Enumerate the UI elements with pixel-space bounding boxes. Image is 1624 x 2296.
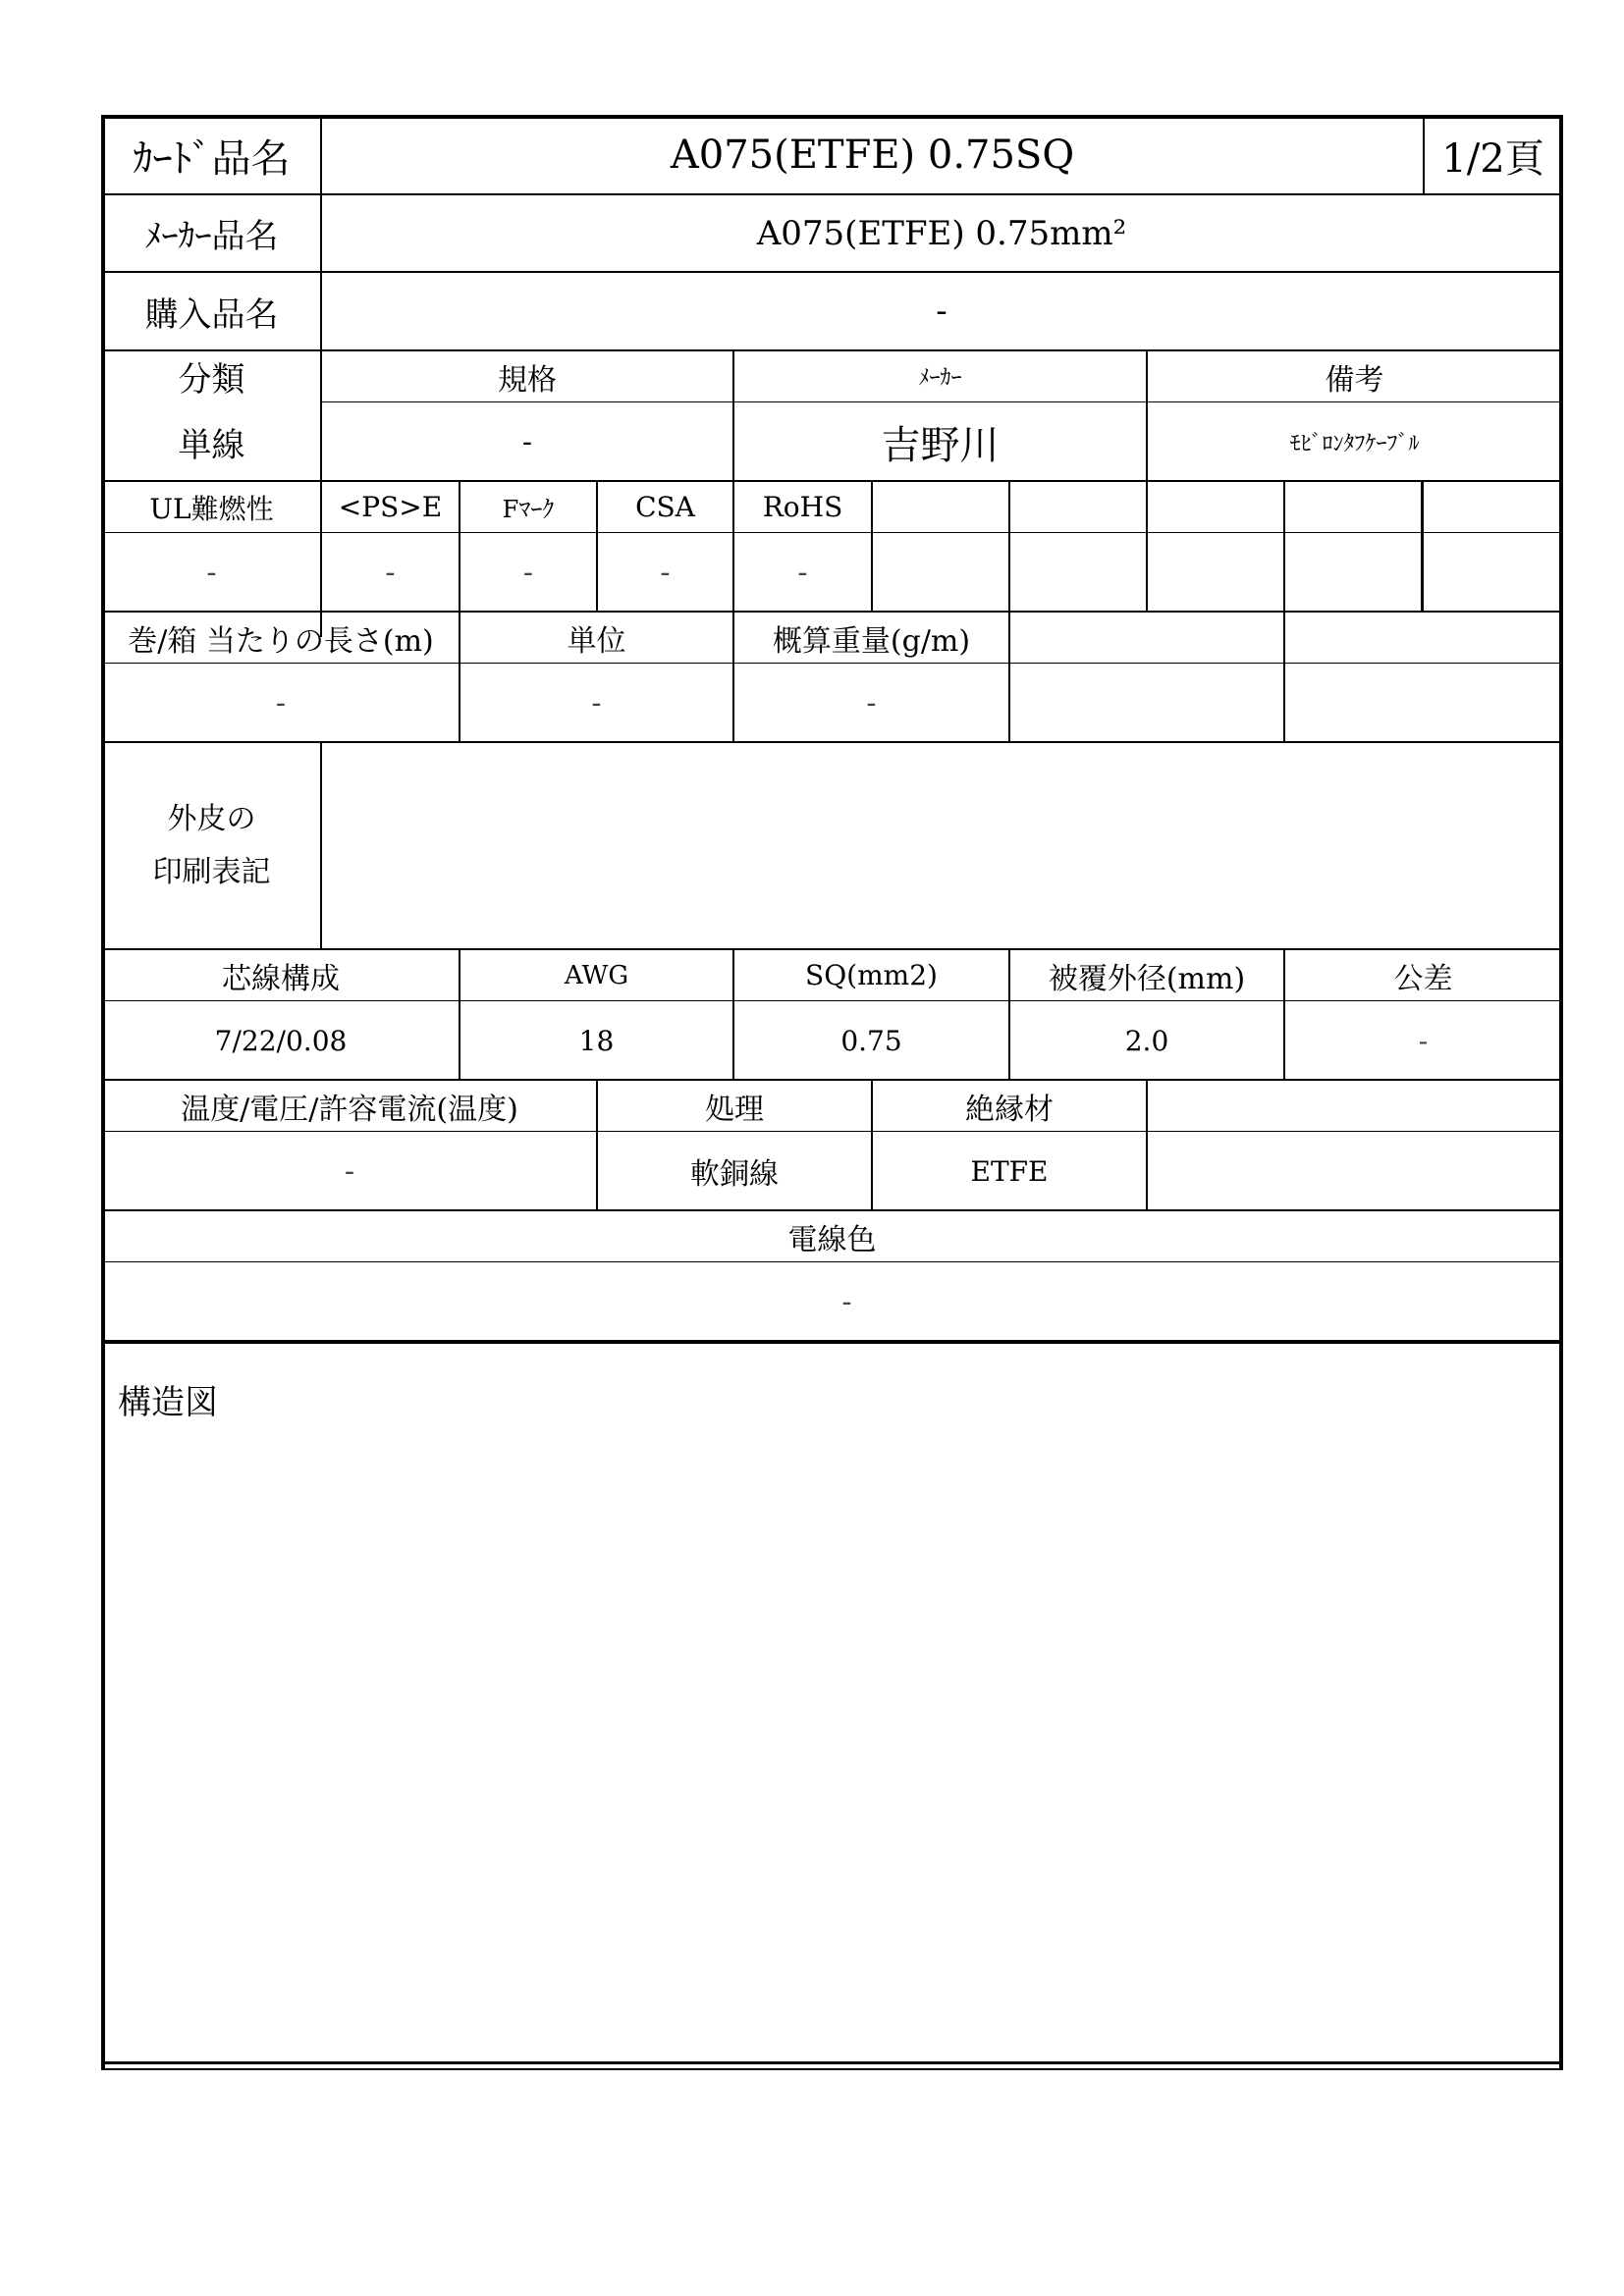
remarks-value: ﾓﾋﾞﾛﾝﾀﾌｹｰﾌﾞﾙ [1289,431,1420,456]
treatment-value: 軟銅線 [690,1157,779,1192]
unit-header: 単位 [567,623,626,659]
csa-value: - [660,555,671,590]
row-divider [101,1261,1563,1262]
approx-weight-header: 概算重量(g/m) [772,623,971,659]
col-divider [1283,480,1285,741]
card-bottom-rule [101,2061,1563,2064]
col-divider [1146,1079,1148,1209]
f-mark-header: Fﾏｰｸ [502,496,555,523]
purchase-name-label: 購入品名 [144,294,279,335]
pse-value: - [385,555,396,590]
col-divider [1008,480,1010,741]
row-divider [101,1340,1563,1344]
row-divider [101,1131,1563,1132]
standard-value: - [521,424,533,459]
f-mark-value: - [522,555,534,590]
jacket-print-label-line1: 外皮の [167,801,256,836]
conductor-construction-header: 芯線構成 [222,961,340,996]
classification-header: 分類 [178,360,245,400]
card-name-value: A075(ETFE) 0.75SQ [670,133,1075,178]
approx-weight-value: - [866,685,877,721]
treatment-header: 処理 [705,1092,764,1127]
rohs-header: RoHS [762,491,843,523]
card-bottom-rule [101,2068,1563,2070]
sq-header: SQ(mm2) [805,959,938,991]
conductor-construction-value: 7/22/0.08 [214,1024,348,1057]
maker-value: 吉野川 [881,422,1000,468]
jacket-print-label-line2: 印刷表記 [152,854,271,889]
tolerance-header: 公差 [1393,961,1453,996]
wire-color-value: - [841,1284,852,1319]
ul-flame-value: - [206,555,217,590]
insulation-header: 絶縁材 [965,1092,1054,1127]
jacket-print-label [103,743,320,948]
row-divider [101,663,1563,664]
temp-voltage-current-header: 温度/電圧/許容電流(温度) [181,1092,518,1127]
ul-flame-header: UL難燃性 [149,492,274,525]
csa-header: CSA [635,491,695,523]
unit-value: - [591,685,602,721]
temp-voltage-current-value: - [344,1153,355,1189]
maker-name-value: A075(ETFE) 0.75mm² [756,213,1127,253]
maker-name-label: ﾒｰｶｰ品名 [144,217,279,256]
length-per-reel-header: 巻/箱 当たりの長さ(m) [128,623,434,659]
awg-header: AWG [564,960,629,990]
classification-value: 単線 [178,425,245,465]
structure-diagram-title: 構造図 [118,1382,218,1422]
col-divider [320,741,322,948]
purchase-name-value: - [936,292,947,331]
length-per-reel-value: - [275,685,287,721]
page-number: 1/2頁 [1441,135,1544,182]
row-divider [101,1000,1563,1001]
standard-header: 規格 [498,362,557,398]
insulation-value: ETFE [970,1154,1049,1188]
rohs-value: - [797,555,808,590]
col-divider [1421,480,1424,611]
wire-color-header: 電線色 [787,1222,877,1257]
tolerance-value: - [1418,1024,1429,1057]
col-divider [871,480,873,611]
remarks-header: 備考 [1325,362,1384,398]
structure-diagram-area [103,1433,1561,2061]
awg-value: 18 [578,1024,615,1057]
pse-header: <PS>E [338,491,443,523]
maker-header: ﾒｰｶｰ [918,366,962,391]
outer-diameter-header: 被覆外径(mm) [1048,961,1246,996]
outer-diameter-value: 2.0 [1124,1024,1169,1057]
row-divider [320,401,1563,402]
card-name-label: ｶｰﾄﾞ品名 [133,135,291,182]
sq-value: 0.75 [840,1024,902,1057]
